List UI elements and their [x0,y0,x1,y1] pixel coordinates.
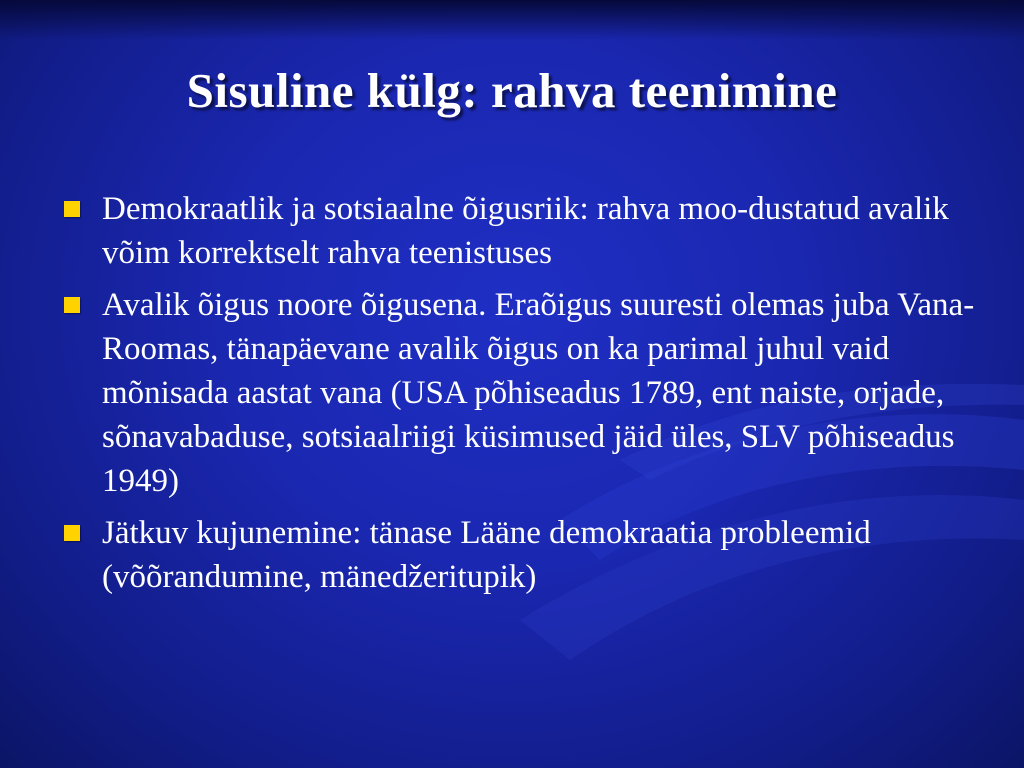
bullet-text: Jätkuv kujunemine: tänase Lääne demokraatia probleemid (võõrandumine, mänedžeritupik) [102,515,871,595]
bullet-item [60,187,990,275]
bullet-item [60,283,990,503]
bullet-item [60,511,990,599]
square-bullet-icon [64,297,80,313]
bullet-text: Avalik õigus noore õigusena. Eraõigus suuresti olemas juba Vana-Roomas, tänapäevane avalik õigus on ka parimal juhul vaid mõnisada aastat vana (USA põhiseadus 1789, ent naiste, orjade, sõnavabaduse, sotsiaalriigi küsimused jäid üles, SLV põhiseadus 1949) [102,287,975,499]
slide-title: Sisuline külg: rahva teenimine [186,63,838,118]
square-bullet-icon [64,201,80,217]
bullet-list [60,187,990,607]
square-bullet-icon [64,525,80,541]
bullet-text: Demokraatlik ja sotsiaalne õigusriik: rahva moo-dustatud avalik võim korrektselt rahva teenistuses [102,191,949,271]
